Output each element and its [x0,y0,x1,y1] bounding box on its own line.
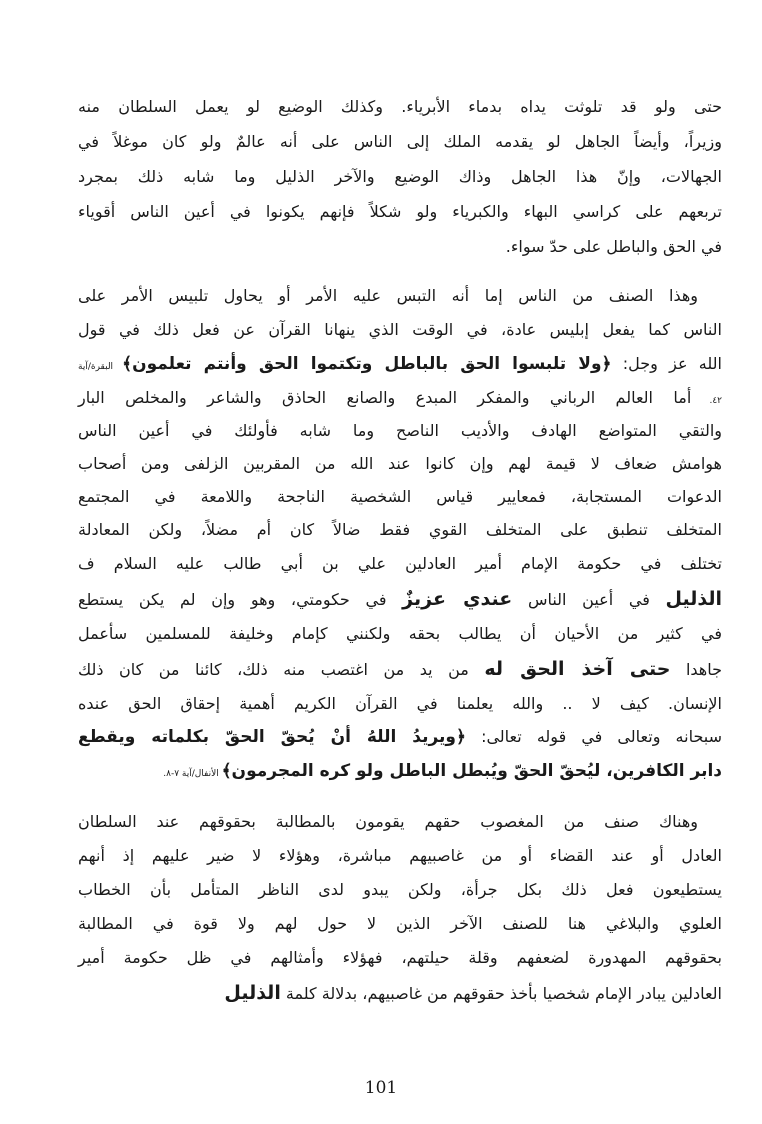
text-line [78,417,722,445]
text-line [78,483,722,511]
text-segment: من يد من اغتصب منه ذلك، كائنا من كان ذلك [78,660,485,679]
text-segment: هوامش ضعاف لا قيمة لهم وإن كانوا عند الله من المقربين الزلفى ومن أصحاب [78,454,722,473]
quran-verse: دابر الكافرين، ليُحقّ الحقّ ويُبطل الباطل ولو كره المجرمون﴾ [221,761,722,781]
text-segment: تختلف في حكومة الإمام أمير العادلين علي بن أبي طالب عليه السلام ف [78,554,722,573]
text-line [78,198,722,226]
text-line [78,233,722,261]
text-line [78,979,722,1008]
page-number: 101 [364,1078,398,1098]
emphasis-text: عندي عزيزٌ [402,588,513,610]
verse-reference: الأنفال/آية ٧-٨. [163,769,222,779]
verse-reference: ٤٢. [691,396,722,406]
text-segment: الجهالات، وإنّ هذا الجاهل وذاك الوضيع والآخر الذليل وما شابه ذلك بمجرد [78,167,722,186]
text-segment: أما العالم الرباني والمفكر المبدع والصانع الحاذق والشاعر والمخلص البار [78,388,692,407]
text-line [78,384,722,415]
text-line [78,93,722,121]
text-line [78,128,722,156]
text-segment: حتى ولو قد تلوثت يداه بدماء الأبرياء. وكذلك الوضيع لو يعمل السلطان منه [78,97,722,116]
text-line [78,282,722,310]
text-segment: في الحق والباطل على حدّ سواء. [505,237,722,256]
text-line [78,655,722,684]
text-line [78,757,722,788]
text-line [78,516,722,544]
text-segment: وهناك صنف من المغصوب حقهم يقومون بالمطالبة بحقوقهم عند السلطان [78,812,698,831]
text-line [78,876,722,904]
quran-verse: ﴿ويريدُ اللهُ أنْ يُحقّ الحقّ بكلماته ويقطع [78,727,466,747]
text-segment: وهذا الصنف من الناس إما أنه التبس عليه الأمر أو يحاول تلبيس الأمر على [78,286,698,305]
text-line [78,163,722,191]
text-line [78,620,722,648]
verse-reference: البقرة/آية [78,362,123,372]
text-line [78,808,722,836]
text-segment: في أعين الناس [512,590,666,609]
text-line [78,842,722,870]
emphasis-text: الذليل [665,588,723,610]
text-line [78,910,722,938]
emphasis-text: حتى آخذ الحق له [484,658,671,680]
text-segment: سبحانه وتعالى في قوله تعالى: [465,727,723,746]
text-line [78,944,722,972]
text-segment: المتخلف تنطبق على المتخلف القوي فقط ضالاً كان أم مضلاً، ولكن المعادلة [78,520,722,539]
quran-verse: ﴿ولا تلبسوا الحق بالباطل وتكتموا الحق وأنتم تعلمون﴾ [122,354,612,374]
text-segment: الله عز وجل: [611,354,723,373]
text-segment: تربعهم على كراسي البهاء والكبرياء ولو شكلاً فإنهم يكونوا في أعين الناس أقوياء [78,202,722,221]
text-line [78,723,722,751]
text-line [78,316,722,344]
text-line [78,585,722,614]
text-line [78,350,722,381]
text-segment: والتقي المتواضع الهادف والأديب الناصح وما شابه فأولئك في أعين الناس [78,421,722,440]
text-segment: الإنسان. كيف لا .. والله يعلمنا في القرآن الكريم أهمية إحقاق الحق عنده [78,694,722,713]
emphasis-text: الذليل [224,982,281,1004]
text-segment: في كثير من الأحيان أن يطالب بحقه ولكنني كإمام وخليفة للمسلمين سأعمل [78,624,722,643]
text-segment: العادل أو عند القضاء أو من غاصبيهم مباشرة، وهؤلاء لا ضير عليهم إذ أنهم [78,846,722,865]
text-line [78,450,722,478]
text-segment: العادلين يبادر الإمام شخصيا بأخذ حقوقهم من غاصبيهم، بدلالة كلمة [280,984,722,1003]
text-line [78,690,722,718]
text-segment: يستطيعون فعل ذلك بكل جرأة، ولكن يبدو لدى الناظر المتأمل بأن الخطاب [78,880,722,899]
text-segment: العلوي والبلاغي هنا للصنف الآخر الذين لا حول لهم ولا قوة في المطالبة [78,914,722,933]
text-segment: الناس كما يفعل إبليس عادة، في الوقت الذي ينهانا القرآن عن فعل ذلك في قول [78,320,722,339]
text-segment: وزيراً، وأيضاً الجاهل لو يقدمه الملك إلى الناس على أنه عالمٌ ولو كان موغلاً في [78,132,722,151]
text-segment: في حكومتي، وهو وإن لم يكن يستطع [78,590,403,609]
text-line [78,550,722,578]
text-segment: جاهدا [670,660,723,679]
text-segment: بحقوقهم المهدورة لضعفهم وقلة حيلتهم، فهؤلاء وأمثالهم في ظل حكومة أمير [78,948,722,967]
text-segment: الدعوات المستجابة، فمعايير قياس الشخصية الناجحة واللامعة في المجتمع [78,487,722,506]
